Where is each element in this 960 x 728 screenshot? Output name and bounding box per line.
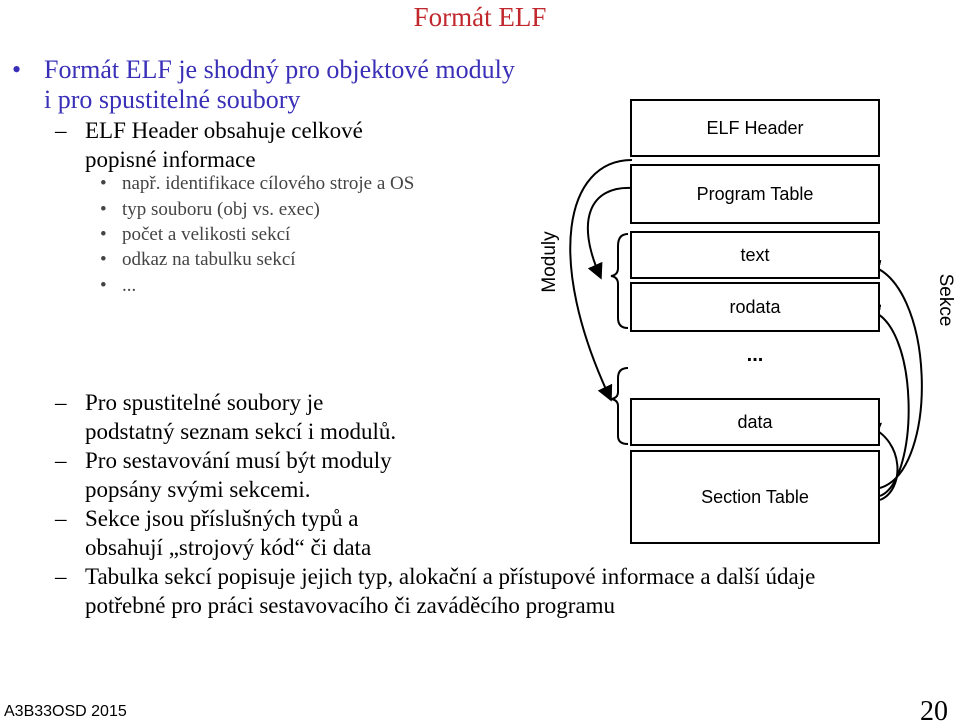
page-number: 20 <box>920 696 948 727</box>
bullet-dot-icon: • <box>12 55 22 84</box>
point-4-line-1: Tabulka sekcí popisuje jejich typ, alokační a přístupové informace a další údaje <box>85 564 816 589</box>
section-table-box: Section Table <box>630 450 880 544</box>
list-item: typ souboru (obj vs. exec) <box>122 199 320 220</box>
dash-icon: – <box>55 390 67 415</box>
point-2-line-2: popsány svými sekcemi. <box>85 477 311 502</box>
footer-course: A3B33OSD 2015 <box>4 703 127 720</box>
list-item: počet a velikosti sekcí <box>122 224 291 245</box>
bullet-dot-icon: • <box>100 199 107 220</box>
list-item: ... <box>122 275 137 296</box>
point-3-line-2: obsahují „strojový kód“ či data <box>85 535 372 560</box>
point-1-line-2: podstatný seznam sekcí i modulů. <box>85 419 397 444</box>
dash-icon: – <box>55 118 67 143</box>
dash-icon: – <box>55 448 67 473</box>
data-section-box: data <box>630 398 880 446</box>
ellipsis-label: ... <box>746 344 764 366</box>
sekce-label: Sekce <box>935 273 956 327</box>
main-bullet-line-1: Formát ELF je shodný pro objektové moduly <box>44 55 515 84</box>
point-3-line-1: Sekce jsou příslušných typů a <box>85 506 359 531</box>
point-1-line-1: Pro spustitelné soubory je <box>85 390 324 415</box>
program-table-box: Program Table <box>630 164 880 224</box>
sub-bullet-line-2: popisné informace <box>85 147 256 172</box>
list-item: odkaz na tabulku sekcí <box>122 249 296 270</box>
bullet-dot-icon: • <box>100 173 107 194</box>
dash-icon: – <box>55 506 67 531</box>
list-item: např. identifikace cílového stroje a OS <box>122 173 415 194</box>
text-section-box: text <box>630 231 880 279</box>
slide-title: Formát ELF <box>413 2 547 32</box>
sub-bullet-line-1: ELF Header obsahuje celkové <box>85 118 363 143</box>
bullet-dot-icon: • <box>100 249 107 270</box>
elf-header-box: ELF Header <box>630 99 880 157</box>
point-4-line-2: potřebné pro práci sestavovacího či zaváděcího programu <box>85 593 616 618</box>
point-2-line-1: Pro sestavování musí být moduly <box>85 448 392 473</box>
main-bullet-line-2: i pro spustitelné soubory <box>44 85 301 114</box>
bullet-dot-icon: • <box>100 275 107 296</box>
moduly-label: Moduly <box>539 231 560 293</box>
rodata-section-box: rodata <box>630 282 880 332</box>
dash-icon: – <box>55 564 67 589</box>
bullet-dot-icon: • <box>100 224 107 245</box>
